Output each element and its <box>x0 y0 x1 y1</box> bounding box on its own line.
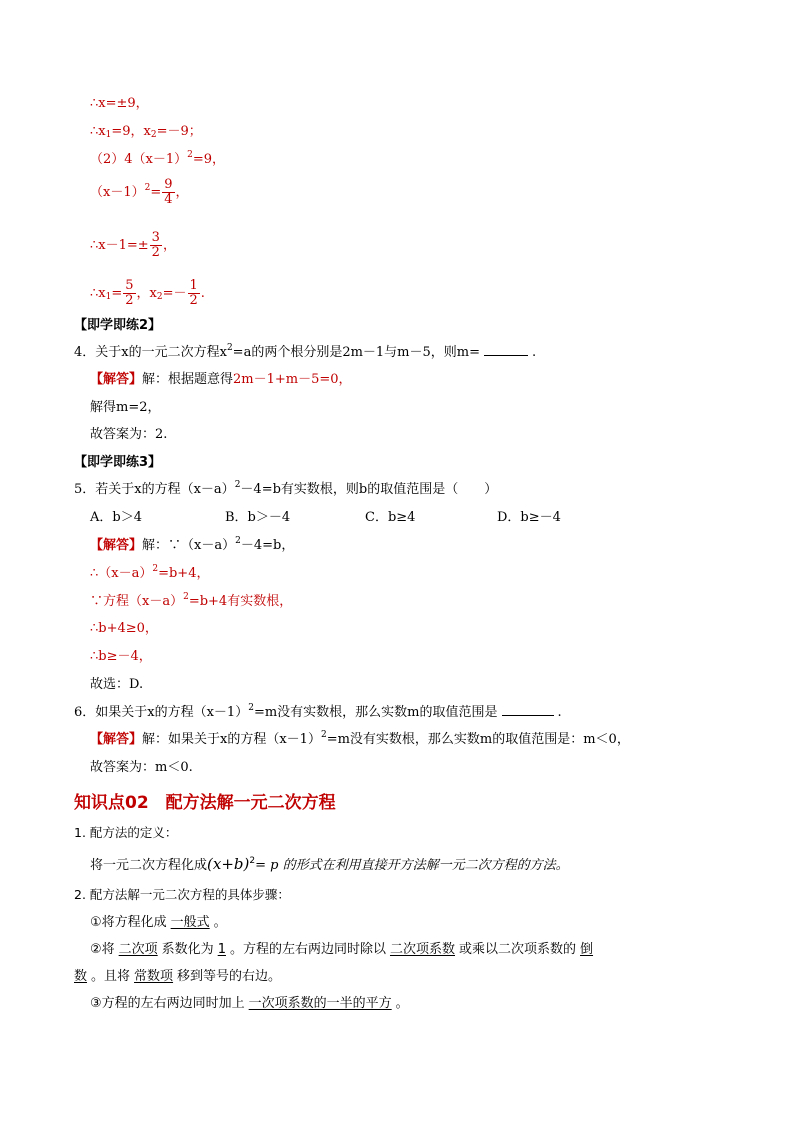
answer-blank <box>502 703 554 716</box>
step-2-cont: 数 。且将 常数项 移到等号的右边。 <box>74 969 282 984</box>
fraction: $\frac{3}{2}$ <box>151 230 160 260</box>
solution-line: $(2)4(x-1)^2=9$， <box>90 150 226 167</box>
solution-line: ∴x=±9， <box>90 96 149 111</box>
answer-line: 【解答】解：如果关于x的方程$(x-1)^2=m$没有实数根，那么实数m的取值范围是：m＜0， <box>90 730 630 747</box>
option-c: C．b≥4 <box>365 510 416 525</box>
answer-blank <box>484 343 528 356</box>
solution-line: $(x-1)^2=$ $\frac{9}{4}$ ， <box>90 177 189 207</box>
answer-line: ∴b+4≥0， <box>90 621 158 636</box>
answer-line: 故选：D. <box>90 677 144 692</box>
question-6: 6．如果关于x的方程$(x-1)^2=m$没有实数根，那么实数m的取值范围是 . <box>74 703 562 720</box>
answer-line: $\therefore(x-a)^2=b+4$， <box>90 564 210 581</box>
practice-heading: 【即学即练3】 <box>74 455 162 470</box>
fraction: $\frac{9}{4}$ <box>164 177 173 207</box>
steps-heading: 2. 配方法解一元二次方程的具体步骤： <box>74 887 290 902</box>
answer-line: 故答案为：m＜0. <box>90 760 193 775</box>
question-5: 5．若关于x的方程$(x-a)^2-4=b$有实数根，则b的取值范围是（ ） <box>74 480 498 497</box>
answer-line: 故答案为：2. <box>90 427 168 442</box>
practice-heading: 【即学即练2】 <box>74 318 162 333</box>
step-3: ③方程的左右两边同时加上 一次项系数的一半的平方 。 <box>90 996 409 1011</box>
section-heading: 知识点02 配方法解一元二次方程 <box>74 793 336 813</box>
answer-line: ∴b≥－4， <box>90 649 152 664</box>
answer-line: 解得m=2， <box>90 400 161 415</box>
option-b: B．b＞－4 <box>225 510 291 525</box>
solution-line: $\therefore x_1=$ $\frac{5}{2}$ ，$x_2=-$ $\frac{1}{2}$ . <box>90 278 205 308</box>
option-d: D．b≥－4 <box>497 510 561 525</box>
solution-line: ∴x－1=± $\frac{3}{2}$ ， <box>90 230 176 260</box>
step-1: ①将方程化成 一般式 。 <box>90 915 227 930</box>
fraction: $\frac{5}{2}$ <box>125 278 134 308</box>
definition-body: 将一元二次方程化成$(x+b)^2= p$ 的形式在利用直接开方法解一元二次方程的方法。 <box>90 855 569 873</box>
definition-heading: 1. 配方法的定义： <box>74 825 178 840</box>
answer-line: 【解答】解：根据题意得2m－1+m－5=0， <box>90 372 352 387</box>
fraction: $\frac{1}{2}$ <box>189 278 198 308</box>
question-4: 4．关于x的一元二次方程$x^2=a$的两个根分别是2m－1与m－5，则m= . <box>74 343 537 360</box>
answer-line: 【解答】解：$\because(x-a)^2-4=b$， <box>90 536 295 553</box>
answer-line: ∵方程$(x-a)^2=b+4$有实数根， <box>90 592 293 609</box>
solution-line: $\therefore x_1=9$，$x_2=-9$； <box>90 124 202 140</box>
step-2: ②将 二次项 系数化为 1 。方程的左右两边同时除以 二次项系数 或乘以二次项系数的 倒 <box>90 942 594 957</box>
option-a: A．b＞4 <box>90 510 142 525</box>
